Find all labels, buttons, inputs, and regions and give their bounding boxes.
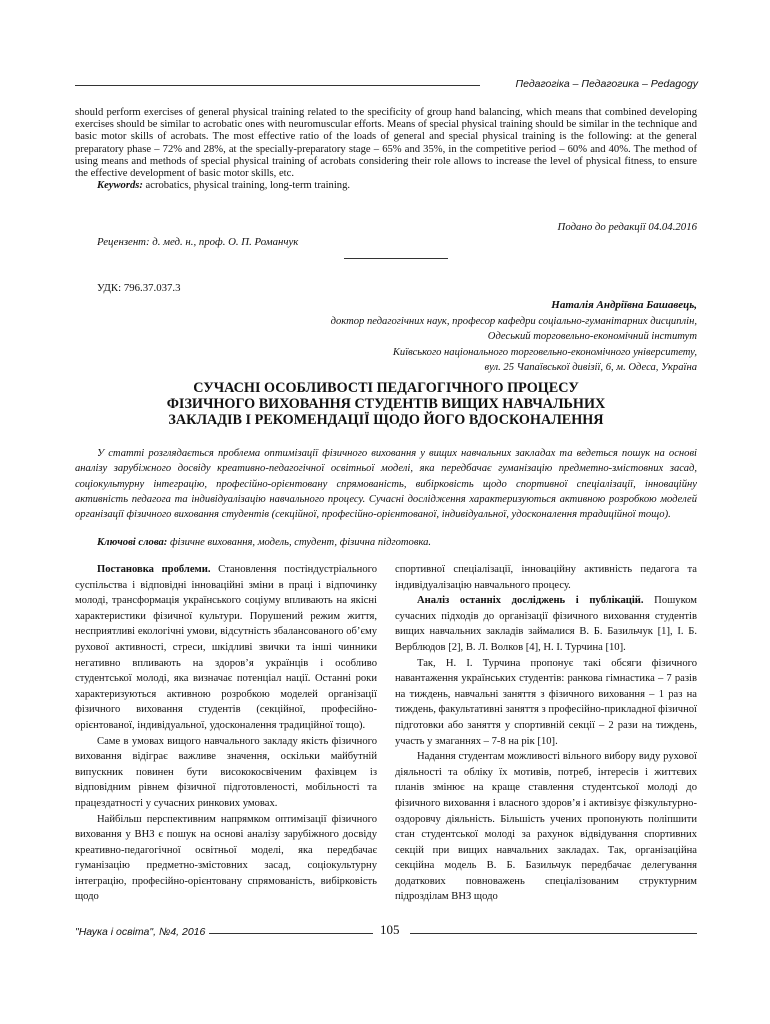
author-address: вул. 25 Чапаївської дивізії, 6, м. Одеса, Україна xyxy=(484,362,697,373)
udc-code: УДК: 796.37.037.3 xyxy=(97,282,181,294)
left-paragraph-3: Найбільш перспективним напрямком оптимізації фізичного виховання у ВНЗ є пошук на основі аналізу зарубіжного досвіду креативно-педагогічної освітньої моделі, яка передбачає гуманізацію предметно-змістовних засад, соціокультурну інтеграцію, професійно-орієнтовану спрямованість, вибірковість щодо xyxy=(75,813,377,903)
left-paragraph-2: Саме в умовах вищого навчального закладу якість фізичного виховання відіграє важливе значення, оскільки майбутній випускник повинен бути висококосвіченим фахівцем із відповідним рівнем фізичної підготовленості, мобільності та працездатності у сучасних ринкових умовах. xyxy=(75,735,377,809)
title-line-1: СУЧАСНІ ОСОБЛИВОСТІ ПЕДАГОГІЧНОГО ПРОЦЕСУ xyxy=(193,380,579,396)
right-paragraph-3: Надання студентам можливості вільного вибору виду рухової діяльності та обліку їх мотивів, потреб, інтересів і життєвих планів змінює на краще ставлення студентської молоді до фізичного виховання і власного здоров’я і активізує фізкультурно-оздоровчу діяльність. Більшість учених пропонують поліпшити стан студентської молоді за рахунок відвідування спортивних секцій при вищих навчальних закладах. Так, організаційна секційна модель В. Б. Базильчук передбачає делегування додаткових повноважень спеціалізованим структурним підрозділам ВНЗ щодо xyxy=(395,751,697,903)
author-university: Київського національного торговельно-економічного університету, xyxy=(392,346,697,358)
ukrainian-keywords xyxy=(97,537,431,548)
article-title xyxy=(75,380,697,428)
separator-rule xyxy=(344,258,448,259)
author-position: доктор педагогічних наук, професор кафедри соціально-гуманітарних дисциплін, xyxy=(330,315,697,327)
ukrainian-keywords-text: фізичне виховання, модель, студент, фізична підготовка. xyxy=(167,537,432,548)
right-paragraph-0: спортивної спеціалізації, інноваційну активність педагога та індивідуалізацію навчального процесу. xyxy=(395,564,697,591)
english-keywords-text: acrobatics, physical training, long-term training. xyxy=(142,180,351,192)
reviewer: Рецензент: д. мед. н., проф. О. П. Романчук xyxy=(97,236,299,248)
author-name: Наталія Андріївна Башавець, xyxy=(551,299,697,311)
english-keywords-label: Keywords: xyxy=(97,180,143,192)
title-line-3: ЗАКЛАДІВ І РЕКОМЕНДАЦІЇ ЩОДО ЙОГО ВДОСКОНАЛЕННЯ xyxy=(168,412,604,428)
title-line-2: ФІЗИЧНОГО ВИХОВАННЯ СТУДЕНТІВ ВИЩИХ НАВЧАЛЬНИХ xyxy=(166,396,606,412)
left-paragraph-1-text: Становлення постіндустріального суспільства і відповідні інноваційні зміни в праці і відпочинку молоді, трансформація українського соціуму впливають на якісні характеристики фізичної культури. Порушений режим життя, несприятливі екологічні умови, відсутність збалансованого об’єму рухової активності, стреси, шкідливі звички та інші чинники негативно впливають на здоров’я українців і особливо студентської молоді, яка визначає потенціал нації. Останні роки характеризуються активною розробкою моделей організації фізичного виховання студентів (секційної, професійно-орієнтованої, індивідуальної, удосконалення традиційної тощо). xyxy=(75,564,377,731)
right-column xyxy=(395,562,697,905)
page-number: 105 xyxy=(380,922,400,937)
right-paragraph-2: Так, Н. І. Турчина пропонує такі обсяги фізичного навантаження українських студентів: ранкова гімнастика – 7 разів на тиждень, навчальні заняття з фізичного виховання – 1 раз на тиждень, факультативні заняття з професійно-прикладної фізичної підготовки або заняття у спортивній секції – 2 рази на тиждень, участь у змаганнях – 7-8 на рік [10]. xyxy=(395,657,697,747)
right-paragraph-1 xyxy=(395,593,697,655)
english-keywords xyxy=(75,180,697,192)
section-heading-analysis: Аналіз останніх досліджень і публікацій. xyxy=(417,595,644,607)
left-column xyxy=(75,562,377,905)
running-title: Педагогіка – Педагогика – Pedagogy xyxy=(515,78,698,90)
submitted-date: Подано до редакції 04.04.2016 xyxy=(557,221,697,233)
right-paragraph-1-text: Пошуком сучасних підходів до організації фізичного виховання студентів вищих навчальних закладів займалися В. Б. Базильчук [1], І. Б. Верблюдов [2], В. Л. Волков [4], Н. І. Турчина [10]. xyxy=(395,595,697,653)
author-block xyxy=(331,298,697,376)
ukrainian-keywords-label: Ключові слова: xyxy=(97,537,168,548)
author-institute: Одеський торговельно-економічний інститут xyxy=(487,331,697,342)
ukrainian-abstract: У статті розглядається проблема оптимізації фізичного виховання у вищих навчальних закладах та ведеться пошук на основі аналізу зарубіжного досвіду креативно-педагогічної освітньої моделі, яка передбачає гуманізацію предметно-змістовних засад, соціокультурну інтеграцію, професійно-орієнтовану спрямованість, вибірковість щодо спортивної спеціалізації, інноваційну активність педагога та індивідуалізацію навчального процесу. Сучасні дослідження характеризуються активною розробкою моделей організації фізичного виховання студентів (секційної, професійно-орієнтованої, індивідуальної, удосконалення традиційної тощо). xyxy=(75,448,697,521)
english-abstract xyxy=(75,107,697,192)
left-paragraph-1 xyxy=(75,562,377,734)
footer-journal: "Наука і освіта", №4, 2016 xyxy=(75,926,209,938)
footer-rule-right xyxy=(410,933,697,934)
english-abstract-text: should perform exercises of general physical training related to the specificity of group hand balancing, which means that combined developing exercises should be similar to acrobatic ones with neuromuscular efforts. Means of special physical training should be similar in the technique and basic motor skills of acrobats. The most effective ratio of the loads of general and special physical training is the following: at the general preparatory phase – 72% and 28%, at the specially-preparatory stage – 65% and 35%, in the competitive period – 60% and 40%. The method of using means and methods of special physical training of acrobats considering their role allows to increase the level of physical fitness, to ensure the effective development of basic motor skills, etc. xyxy=(75,107,697,180)
section-heading-problem: Постановка проблеми. xyxy=(97,564,211,575)
header-rule xyxy=(75,85,480,86)
